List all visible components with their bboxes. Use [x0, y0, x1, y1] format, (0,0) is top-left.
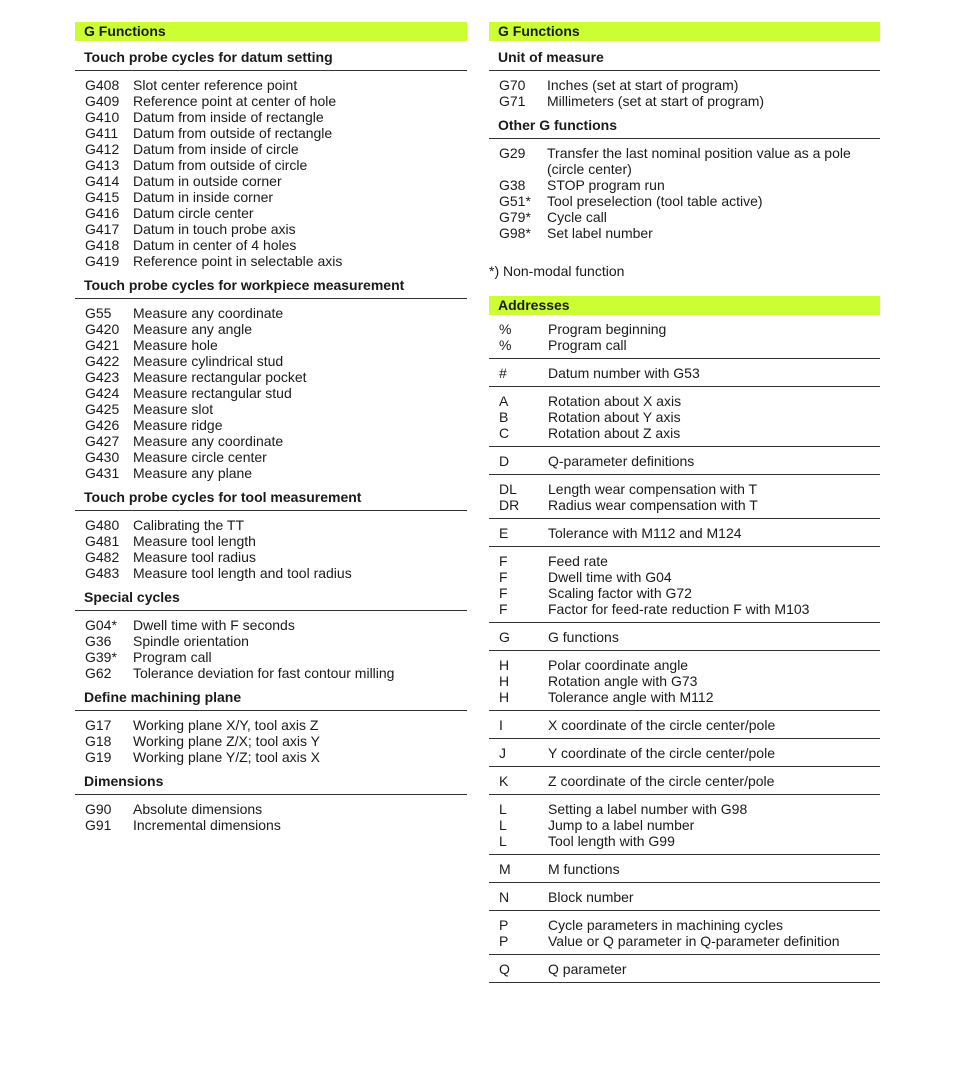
- code: I: [499, 717, 503, 733]
- code: G17: [85, 717, 112, 733]
- code-row: [489, 961, 880, 977]
- code: L: [499, 817, 507, 833]
- code-row: [489, 177, 880, 193]
- code: G418: [85, 237, 120, 253]
- code-row: [489, 393, 880, 409]
- description: Rotation about Y axis: [548, 409, 681, 425]
- section-list: [75, 299, 467, 481]
- description: Program call: [548, 337, 627, 353]
- code-row: [75, 109, 467, 125]
- description: Program beginning: [548, 321, 667, 337]
- section-list: [489, 71, 880, 109]
- code: G04*: [85, 617, 117, 633]
- code: G38: [499, 177, 526, 193]
- code: G98*: [499, 225, 531, 241]
- description: Polar coordinate angle: [548, 657, 689, 673]
- code-row: [75, 433, 467, 449]
- code-row: [75, 465, 467, 481]
- code-row: [75, 93, 467, 109]
- code: L: [499, 833, 507, 849]
- description: Datum number with G53: [548, 365, 700, 381]
- addresses-bar: Addresses: [489, 296, 880, 315]
- section-heading: Unit of measure: [489, 48, 880, 71]
- description: Datum from outside of circle: [133, 157, 308, 173]
- description: Slot center reference point: [133, 77, 298, 93]
- code: H: [499, 673, 510, 689]
- code-row: [75, 321, 467, 337]
- code-row: [75, 449, 467, 465]
- code: G427: [85, 433, 120, 449]
- code-row: [75, 533, 467, 549]
- code-row: [75, 77, 467, 93]
- code-row: [75, 305, 467, 321]
- code-row: [75, 633, 467, 649]
- code: G91: [85, 817, 112, 833]
- section-list: [75, 795, 467, 833]
- description: Radius wear compensation with T: [548, 497, 758, 513]
- code: G417: [85, 221, 120, 237]
- code: G71: [499, 93, 526, 109]
- description: Block number: [548, 889, 634, 905]
- code: H: [499, 689, 510, 705]
- left-column: [75, 22, 467, 833]
- address-group: [489, 855, 880, 883]
- description: Rotation about X axis: [548, 393, 682, 409]
- address-group: [489, 767, 880, 795]
- code-row: [489, 889, 880, 905]
- code-row: [75, 665, 467, 681]
- description: Calibrating the TT: [133, 517, 245, 533]
- code-row: [489, 601, 880, 617]
- description: Cycle call: [547, 209, 607, 225]
- code: DL: [499, 481, 517, 497]
- description: Datum in outside corner: [133, 173, 282, 189]
- section-list: [75, 611, 467, 681]
- code-row: [75, 221, 467, 237]
- code: F: [499, 585, 508, 601]
- description: Spindle orientation: [133, 633, 249, 649]
- description: Tolerance deviation for fast contour milling: [133, 665, 395, 681]
- address-group: [489, 911, 880, 955]
- address-group: [489, 955, 880, 983]
- code-row: [75, 801, 467, 817]
- description: Measure circle center: [133, 449, 267, 465]
- code: G411: [85, 125, 119, 141]
- description: Dwell time with F seconds: [133, 617, 295, 633]
- address-group: [489, 883, 880, 911]
- description: G functions: [548, 629, 619, 645]
- code: G412: [85, 141, 120, 157]
- description: Tolerance with M112 and M124: [548, 525, 742, 541]
- description: Datum from inside of circle: [133, 141, 299, 157]
- description: Working plane Z/X; tool axis Y: [133, 733, 321, 749]
- description: Q-parameter definitions: [548, 453, 695, 469]
- code-row: [489, 209, 880, 225]
- code: L: [499, 801, 507, 817]
- description: Scaling factor with G72: [548, 585, 692, 601]
- non-modal-note: *) Non-modal function: [489, 263, 625, 279]
- address-group: [489, 739, 880, 767]
- code: G430: [85, 449, 120, 465]
- code: G408: [85, 77, 120, 93]
- code: G483: [85, 565, 120, 581]
- code: G79*: [499, 209, 531, 225]
- code-row: [75, 549, 467, 565]
- description: Measure rectangular pocket: [133, 369, 307, 385]
- code-row: [489, 717, 880, 733]
- description: Measure any plane: [133, 465, 253, 481]
- code-row: [489, 409, 880, 425]
- code-row: [489, 745, 880, 761]
- code: A: [499, 393, 509, 409]
- description: Measure cylindrical stud: [133, 353, 284, 369]
- code: %: [499, 337, 512, 353]
- code-row: [489, 629, 880, 645]
- description: Value or Q parameter in Q-parameter definition: [548, 933, 840, 949]
- code-row: [75, 417, 467, 433]
- description: Setting a label number with G98: [548, 801, 748, 817]
- description: Measure ridge: [133, 417, 223, 433]
- code: %: [499, 321, 512, 337]
- code-row: [75, 749, 467, 765]
- description: Absolute dimensions: [133, 801, 263, 817]
- code-row: [75, 157, 467, 173]
- section-heading: Other G functions: [489, 116, 880, 139]
- code-row: [75, 141, 467, 157]
- description: Working plane Y/Z; tool axis X: [133, 749, 321, 765]
- description: Y coordinate of the circle center/pole: [548, 745, 775, 761]
- code: E: [499, 525, 509, 541]
- code-row: [75, 617, 467, 633]
- description: Datum circle center: [133, 205, 254, 221]
- description: Datum in center of 4 holes: [133, 237, 297, 253]
- description: Z coordinate of the circle center/pole: [548, 773, 775, 789]
- code: G482: [85, 549, 120, 565]
- description: Datum from inside of rectangle: [133, 109, 324, 125]
- code: G424: [85, 385, 120, 401]
- description: Measure any angle: [133, 321, 253, 337]
- code-row: [489, 225, 880, 241]
- description: Measure tool radius: [133, 549, 256, 565]
- code: G414: [85, 173, 120, 189]
- description: Measure any coordinate: [133, 433, 284, 449]
- code: J: [499, 745, 506, 761]
- code-row: [75, 385, 467, 401]
- code: D: [499, 453, 510, 469]
- code: G36: [85, 633, 112, 649]
- right-column: [489, 22, 880, 983]
- code-row: [489, 337, 880, 353]
- code-row: [489, 801, 880, 817]
- code-row: [489, 481, 880, 497]
- code-row: [75, 337, 467, 353]
- code: G413: [85, 157, 120, 173]
- section-heading: Touch probe cycles for tool measurement: [75, 488, 467, 511]
- address-group: [489, 475, 880, 519]
- description: Length wear compensation with T: [548, 481, 758, 497]
- code-row: [489, 585, 880, 601]
- code-row: [489, 93, 880, 109]
- code: G19: [85, 749, 112, 765]
- code: G409: [85, 93, 120, 109]
- address-group: [489, 623, 880, 651]
- code: F: [499, 601, 508, 617]
- description: Reference point at center of hole: [133, 93, 337, 109]
- g-functions-bar: G Functions: [75, 22, 467, 41]
- code: G29: [499, 145, 526, 161]
- description: Tool length with G99: [548, 833, 675, 849]
- code-row: [489, 861, 880, 877]
- code: G51*: [499, 193, 531, 209]
- code-row: [489, 497, 880, 513]
- description: Dwell time with G04: [548, 569, 672, 585]
- description: Measure any coordinate: [133, 305, 284, 321]
- description: Feed rate: [548, 553, 608, 569]
- description: Tolerance angle with M112: [548, 689, 714, 705]
- code: H: [499, 657, 510, 673]
- description: STOP program run: [547, 177, 665, 193]
- code-row: [489, 833, 880, 849]
- description: Datum from outside of rectangle: [133, 125, 333, 141]
- code: G481: [85, 533, 120, 549]
- code-row: [489, 321, 880, 337]
- code: G419: [85, 253, 120, 269]
- code-row: [75, 253, 467, 269]
- code-row: [489, 673, 880, 689]
- description: Set label number: [547, 225, 653, 241]
- code: #: [499, 365, 507, 381]
- code: G410: [85, 109, 120, 125]
- code: G416: [85, 205, 120, 221]
- address-group: [489, 447, 880, 475]
- code: G70: [499, 77, 526, 93]
- code-row: [489, 453, 880, 469]
- section-list: [75, 711, 467, 765]
- section-heading: Touch probe cycles for workpiece measurement: [75, 276, 467, 299]
- code: M: [499, 861, 511, 877]
- code: C: [499, 425, 510, 441]
- code: G426: [85, 417, 120, 433]
- code: G39*: [85, 649, 117, 665]
- code: P: [499, 917, 509, 933]
- code-row: [75, 173, 467, 189]
- description: Inches (set at start of program): [547, 77, 739, 93]
- description: Program call: [133, 649, 212, 665]
- address-group: [489, 547, 880, 623]
- code-row: [75, 565, 467, 581]
- description: Rotation about Z axis: [548, 425, 681, 441]
- section-list: [75, 71, 467, 269]
- description: Datum in inside corner: [133, 189, 274, 205]
- code: P: [499, 933, 509, 949]
- code: G480: [85, 517, 120, 533]
- description: Q parameter: [548, 961, 627, 977]
- code-row: [75, 369, 467, 385]
- address-group: [489, 315, 880, 359]
- code: G90: [85, 801, 112, 817]
- code-row: [75, 189, 467, 205]
- code-row: [489, 365, 880, 381]
- code: G431: [85, 465, 120, 481]
- code: F: [499, 569, 508, 585]
- code-row: [489, 193, 880, 209]
- description: Measure tool length: [133, 533, 256, 549]
- code: DR: [499, 497, 520, 513]
- description: Cycle parameters in machining cycles: [548, 917, 783, 933]
- code: G55: [85, 305, 112, 321]
- code-row: [75, 125, 467, 141]
- description: M functions: [548, 861, 620, 877]
- description: Measure hole: [133, 337, 218, 353]
- address-group: [489, 519, 880, 547]
- code: G415: [85, 189, 120, 205]
- code-row: [75, 717, 467, 733]
- code-row: [75, 205, 467, 221]
- code-row: [75, 817, 467, 833]
- code-row: [489, 525, 880, 541]
- address-group: [489, 795, 880, 855]
- code-row: [489, 553, 880, 569]
- code-row: [75, 649, 467, 665]
- code-row: [75, 237, 467, 253]
- code: B: [499, 409, 509, 425]
- description: Transfer the last nominal position value as a pole (circle center): [547, 145, 851, 177]
- code-row: [75, 353, 467, 369]
- code-row: [489, 933, 880, 949]
- code-row: [489, 773, 880, 789]
- description: Measure slot: [133, 401, 214, 417]
- code-row: [489, 689, 880, 705]
- description: Jump to a label number: [548, 817, 695, 833]
- code-row: [489, 145, 880, 177]
- address-group: [489, 711, 880, 739]
- description: Reference point in selectable axis: [133, 253, 343, 269]
- section-heading: Special cycles: [75, 588, 467, 611]
- code: G62: [85, 665, 112, 681]
- description: Measure tool length and tool radius: [133, 565, 352, 581]
- description: Incremental dimensions: [133, 817, 281, 833]
- code-row: [489, 817, 880, 833]
- code: G420: [85, 321, 120, 337]
- description: Millimeters (set at start of program): [547, 93, 765, 109]
- code-row: [75, 401, 467, 417]
- description: Tool preselection (tool table active): [547, 193, 763, 209]
- code-row: [75, 517, 467, 533]
- code: N: [499, 889, 510, 905]
- description: Working plane X/Y, tool axis Z: [133, 717, 319, 733]
- code: G: [499, 629, 510, 645]
- code-row: [75, 733, 467, 749]
- code-row: [489, 657, 880, 673]
- code-row: [489, 77, 880, 93]
- code: G425: [85, 401, 120, 417]
- code-row: [489, 917, 880, 933]
- address-group: [489, 651, 880, 711]
- section-heading: Define machining plane: [75, 688, 467, 711]
- address-group: [489, 387, 880, 447]
- code-row: [489, 425, 880, 441]
- description: Datum in touch probe axis: [133, 221, 296, 237]
- description: Rotation angle with G73: [548, 673, 698, 689]
- code: K: [499, 773, 509, 789]
- code: Q: [499, 961, 510, 977]
- address-group: [489, 359, 880, 387]
- description: Factor for feed-rate reduction F with M103: [548, 601, 810, 617]
- code: G421: [85, 337, 120, 353]
- g-functions-bar: G Functions: [489, 22, 880, 41]
- code: G423: [85, 369, 120, 385]
- code-row: [489, 569, 880, 585]
- code: G18: [85, 733, 112, 749]
- description: X coordinate of the circle center/pole: [548, 717, 776, 733]
- section-list: [75, 511, 467, 581]
- section-list: [489, 139, 880, 241]
- section-heading: Touch probe cycles for datum setting: [75, 48, 467, 71]
- code: G422: [85, 353, 120, 369]
- section-heading: Dimensions: [75, 772, 467, 795]
- code: F: [499, 553, 508, 569]
- description: Measure rectangular stud: [133, 385, 292, 401]
